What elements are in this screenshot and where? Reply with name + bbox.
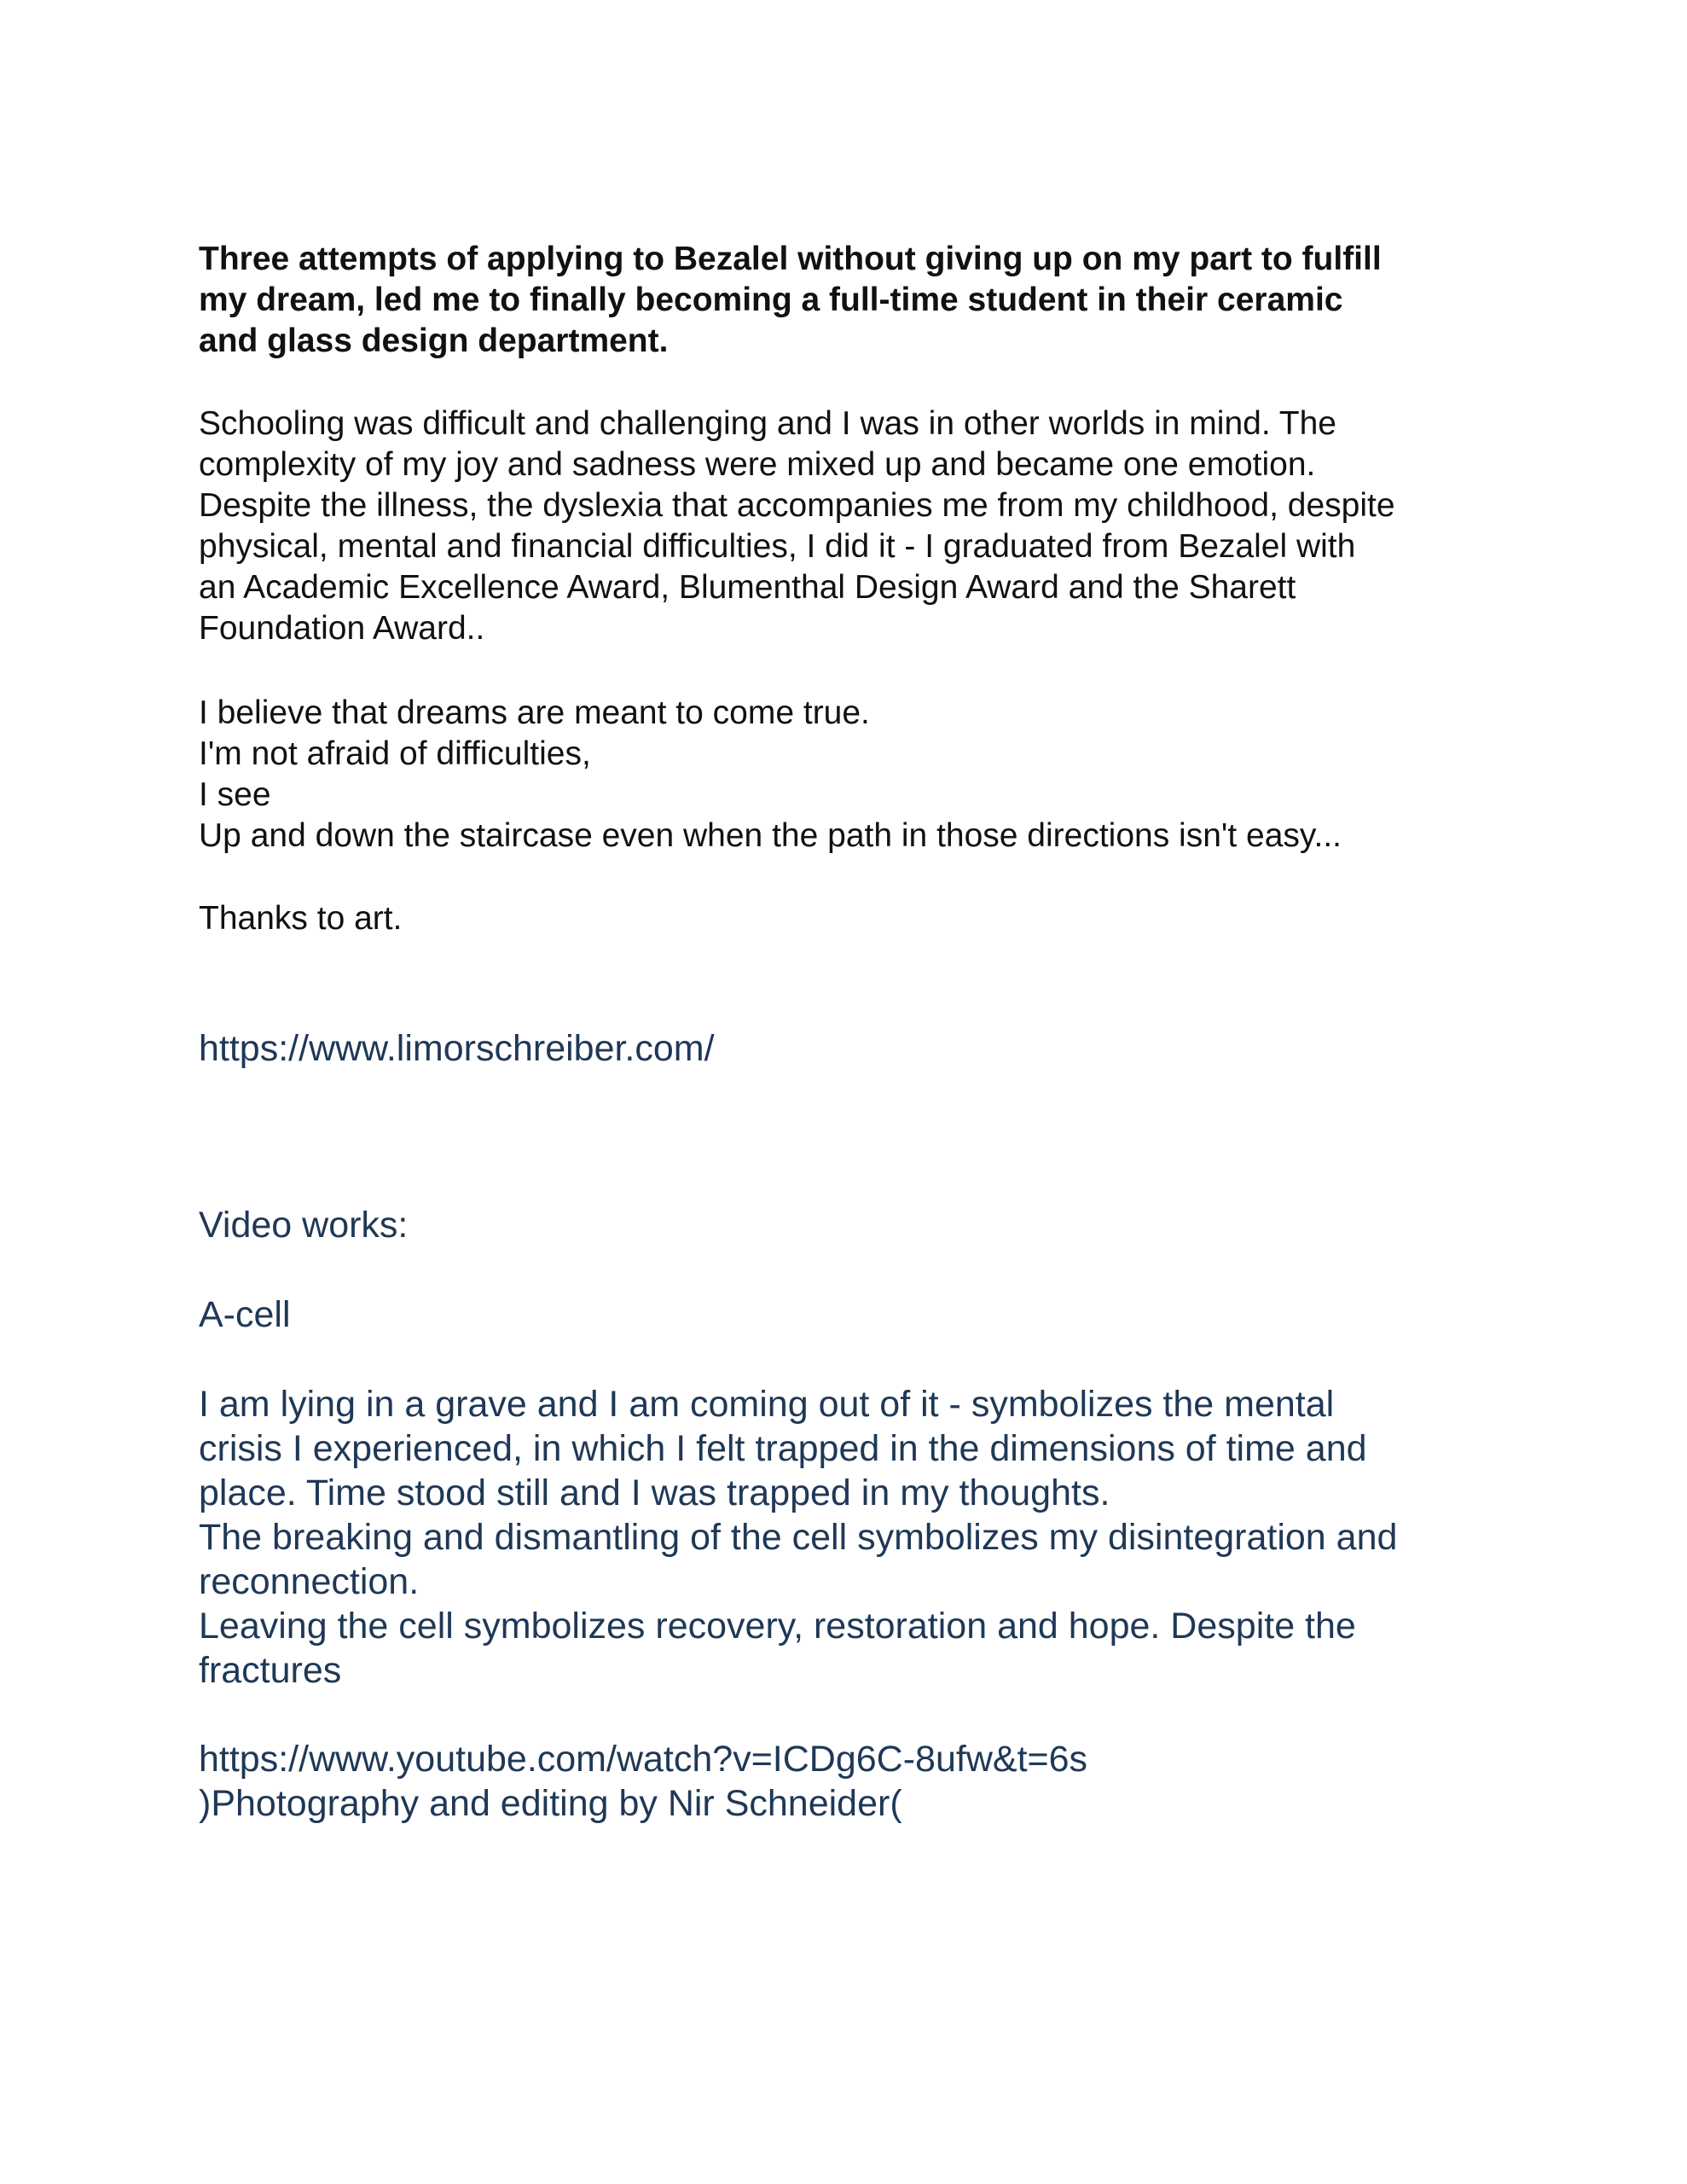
video-title-text: A-cell bbox=[199, 1294, 291, 1335]
intro-heading-line: Three attempts of applying to Bezalel without giving up on my part to fulfill bbox=[199, 241, 1382, 277]
description-line: place. Time stood still and I was trapped in my thoughts. bbox=[199, 1472, 1110, 1513]
thanks-line: Thanks to art. bbox=[199, 900, 403, 937]
poem-line: I believe that dreams are meant to come true. bbox=[199, 694, 870, 731]
website-section bbox=[199, 1026, 1529, 1071]
video-title bbox=[199, 1292, 1529, 1337]
video-credit: )Photography and editing by Nir Schneider( bbox=[199, 1783, 902, 1824]
paragraph-line: complexity of my joy and sadness were mixed up and became one emotion. bbox=[199, 446, 1316, 483]
paragraph-line: Foundation Award.. bbox=[199, 610, 485, 647]
intro-heading-line: my dream, led me to finally becoming a full-time student in their ceramic bbox=[199, 282, 1343, 318]
poem-line: I'm not afraid of difficulties, bbox=[199, 735, 591, 772]
poem bbox=[199, 693, 1529, 857]
website-link[interactable]: https://www.limorschreiber.com/ bbox=[199, 1028, 715, 1069]
paragraph-line: physical, mental and financial difficulties, I did it - I graduated from Bezalel with bbox=[199, 528, 1356, 565]
paragraph-line: an Academic Excellence Award, Blumenthal Design Award and the Sharett bbox=[199, 569, 1296, 606]
intro-heading bbox=[199, 239, 1529, 362]
paragraph-line: Despite the illness, the dyslexia that accompanies me from my childhood, despite bbox=[199, 487, 1395, 524]
paragraph-line: Schooling was difficult and challenging and I was in other worlds in mind. The bbox=[199, 405, 1336, 442]
description-line: Leaving the cell symbolizes recovery, restoration and hope. Despite the bbox=[199, 1606, 1356, 1647]
description-line: crisis I experienced, in which I felt trapped in the dimensions of time and bbox=[199, 1428, 1367, 1469]
description-line: reconnection. bbox=[199, 1561, 420, 1602]
description-line: I am lying in a grave and I am coming out of it - symbolizes the mental bbox=[199, 1384, 1335, 1425]
description-line: fractures bbox=[199, 1650, 342, 1691]
thanks-text bbox=[199, 898, 1529, 939]
video-heading-text: Video works: bbox=[199, 1205, 409, 1246]
poem-line: I see bbox=[199, 776, 271, 813]
video-description bbox=[199, 1382, 1529, 1693]
video-links bbox=[199, 1737, 1529, 1826]
youtube-link[interactable]: https://www.youtube.com/watch?v=ICDg6C-8ufw&t=6s bbox=[199, 1739, 1088, 1780]
poem-line: Up and down the staircase even when the path in those directions isn't easy... bbox=[199, 817, 1342, 854]
intro-heading-line: and glass design department. bbox=[199, 322, 669, 359]
intro-paragraph bbox=[199, 404, 1529, 649]
video-heading bbox=[199, 1203, 1529, 1247]
description-line: The breaking and dismantling of the cell symbolizes my disintegration and bbox=[199, 1517, 1398, 1558]
